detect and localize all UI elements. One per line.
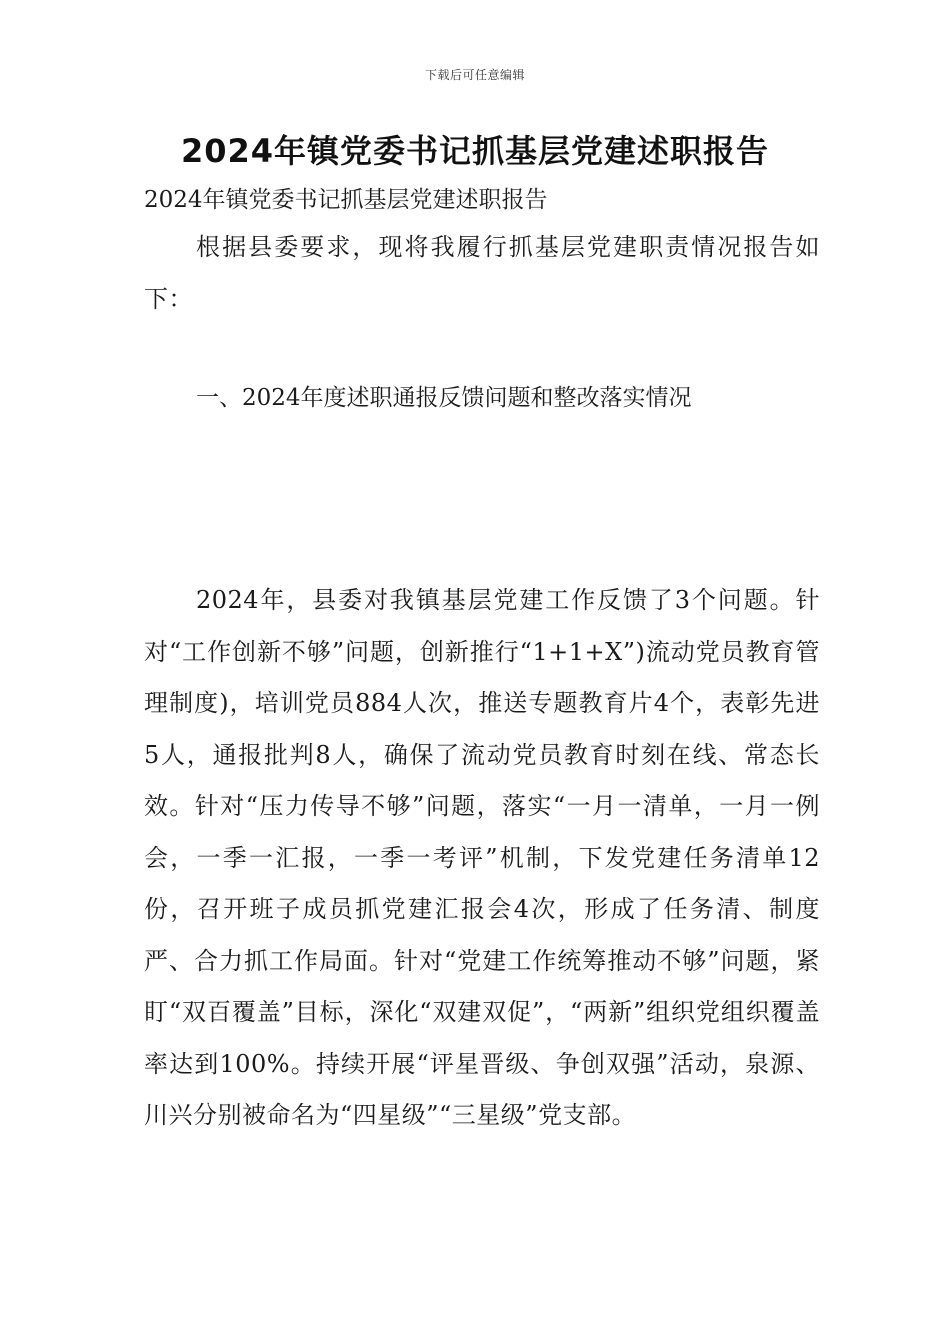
- section-heading: 一、2024年度述职通报反馈问题和整改落实情况: [196, 385, 692, 411]
- body-paragraph: 2024年，县委对我镇基层党建工作反馈了3个问题。针对“工作创新不够”问题，创新推行“1+1+X”)流动党员教育管理制度)，培训党员884人次，推送专题教育片4个，表彰先进5人，通报批判8人，确保了流动党员教育时刻在线、常态长效。针对“压力传导不够”问题，落实“一月一清单，一月一例会，一季一汇报，一季一考评”机制，下发党建任务清单12份，召开班子成员抓党建汇报会4次，形成了任务清、制度严、合力抓工作局面。针对“党建工作统筹推动不够”问题，紧盯“双百覆盖”目标，深化“双建双促”，“两新”组织党组织覆盖率达到100%。持续开展“评星晋级、争创双强”活动，泉源、川兴分别被命名为“四星级”“三星级”党支部。: [144, 586, 820, 1129]
- document-title: 2024年镇党委书记抓基层党建述职报告: [180, 132, 770, 170]
- header-note: 下载后可任意编辑: [424, 68, 525, 82]
- intro-paragraph: 根据县委要求，现将我履行抓基层党建职责情况报告如下：: [144, 233, 820, 313]
- document-subtitle: 2024年镇党委书记抓基层党建述职报告: [144, 187, 548, 213]
